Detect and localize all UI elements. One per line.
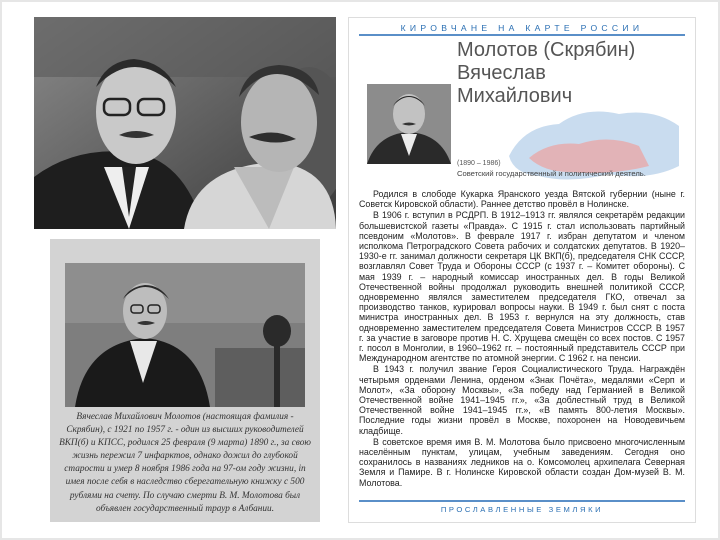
person-name: [457, 39, 635, 108]
photo-caption-panel: [50, 239, 320, 522]
photo-molotov-stalin: [34, 17, 336, 229]
name-surname: Молотов (Скрябин): [457, 39, 636, 61]
life-years: (1890 – 1986): [457, 160, 501, 167]
top-rule: [359, 34, 685, 36]
article-page: [348, 17, 696, 523]
photo-molotov-speech-image: [65, 263, 305, 407]
biography-paragraph: В 1906 г. вступил в РСДРП. В 1912–1913 гг. являлся секретарём редакции большевистской газеты «Правда». С 1915 г. стал использовать партийный псевдоним «Молотов». В феврале 1917 г. избран депутатом и членом исполкома Петроградского Совета рабочих и солдатских депутатов. В 1920–1930-е гг. занимал должности секретаря ЦК ВКП(б), председателя СНК СССР, возглавлял Совет Труда и Обороны СССР (с 1937 г. – Комитет обороны). С мая 1939 г. – народный комиссар иностранных дел. В годы Великой Отечественной войны продолжал руководить внешней политикой СССР, одновременно являлся заместителем председателя ГКО, отвечал за производство танков, курировал вопросы науки. В 1949 г. был снят с поста министра иностранных дел. В 1953 г. вернулся на эту должность, став одновременно заместителем председателя Совета Министров СССР. В 1957 г. за участие в заговоре против Н. С. Хрущева смещён со всех постов. С 1957 г. посол в Монголии, в 1960–1962 гг. – постоянный представитель СССР при Международном агентстве по атомной энергии. С 1962 г. на пенсии.: [359, 210, 685, 364]
photo-molotov-stalin-image: [34, 17, 336, 229]
bottom-series-title: ПРОСЛАВЛЕННЫЕ ЗЕМЛЯКИ: [440, 505, 604, 514]
bottom-rule: [359, 500, 685, 502]
photo-caption: Вячеслав Михайлович Молотов (настоящая фамилия - Скрябин), с 1921 по 1957 г. - один из высших руководителей ВКП(б) и КПСС, родился 25 февраля (9 марта) 1890 г., за свою жизнь пережил 7 инфарктов, однако дожил до глубокой старости и умер 8 ноября 1986 года на 97-ом году жизни, in имея после себя в наследство сберегательную книжку с 500 рублями на счету. По случаю смерти В. М. Молотова был объявлен государственный траур в Албании.: [59, 412, 311, 514]
biography-paragraph: Родился в слободе Кукарка Яранского уезда Вятской губернии (ныне г. Советск Кировской области). Раннее детство провёл в Нолинске.: [359, 189, 685, 210]
biography-paragraph: В советское время имя В. М. Молотова было присвоено многочисленным населённым пунктам, улицам, учебным заведениям. Сегодня оно сохранилось в названиях ледников на о. Комсомолец архипелага Северная Земля и Памире. В г. Нолинске Кировской области создан Дом-музей В. М. Молотова.: [359, 436, 685, 488]
photo-molotov-speech: [65, 263, 305, 407]
name-patronymic: Михайлович: [457, 85, 573, 107]
portrait-image: [367, 84, 451, 164]
person-role: Советский государственный и политический деятель.: [457, 169, 646, 178]
biography-text: [359, 189, 685, 489]
biography-paragraph: В 1943 г. получил звание Героя Социалистического Труда. Награждён четырьмя орденами Ленина, орденом «Знак Почёта», медалями «Серп и Молот», «За оборону Москвы», «За победу над Германией в Великой Отечественной войне 1941–1945 гг.», «За доблестный труд в Великой Отечественной войне 1941–1945 гг.», «В память 800-летия Москвы». Последние годы жизни провёл в Москве, похоронен на Новодевичьем кладбище.: [359, 364, 685, 436]
name-first: Вячеслав: [457, 62, 546, 84]
series-title: КИРОВЧАНЕ НА КАРТЕ РОССИИ: [400, 23, 644, 33]
portrait-photo: [367, 84, 451, 164]
